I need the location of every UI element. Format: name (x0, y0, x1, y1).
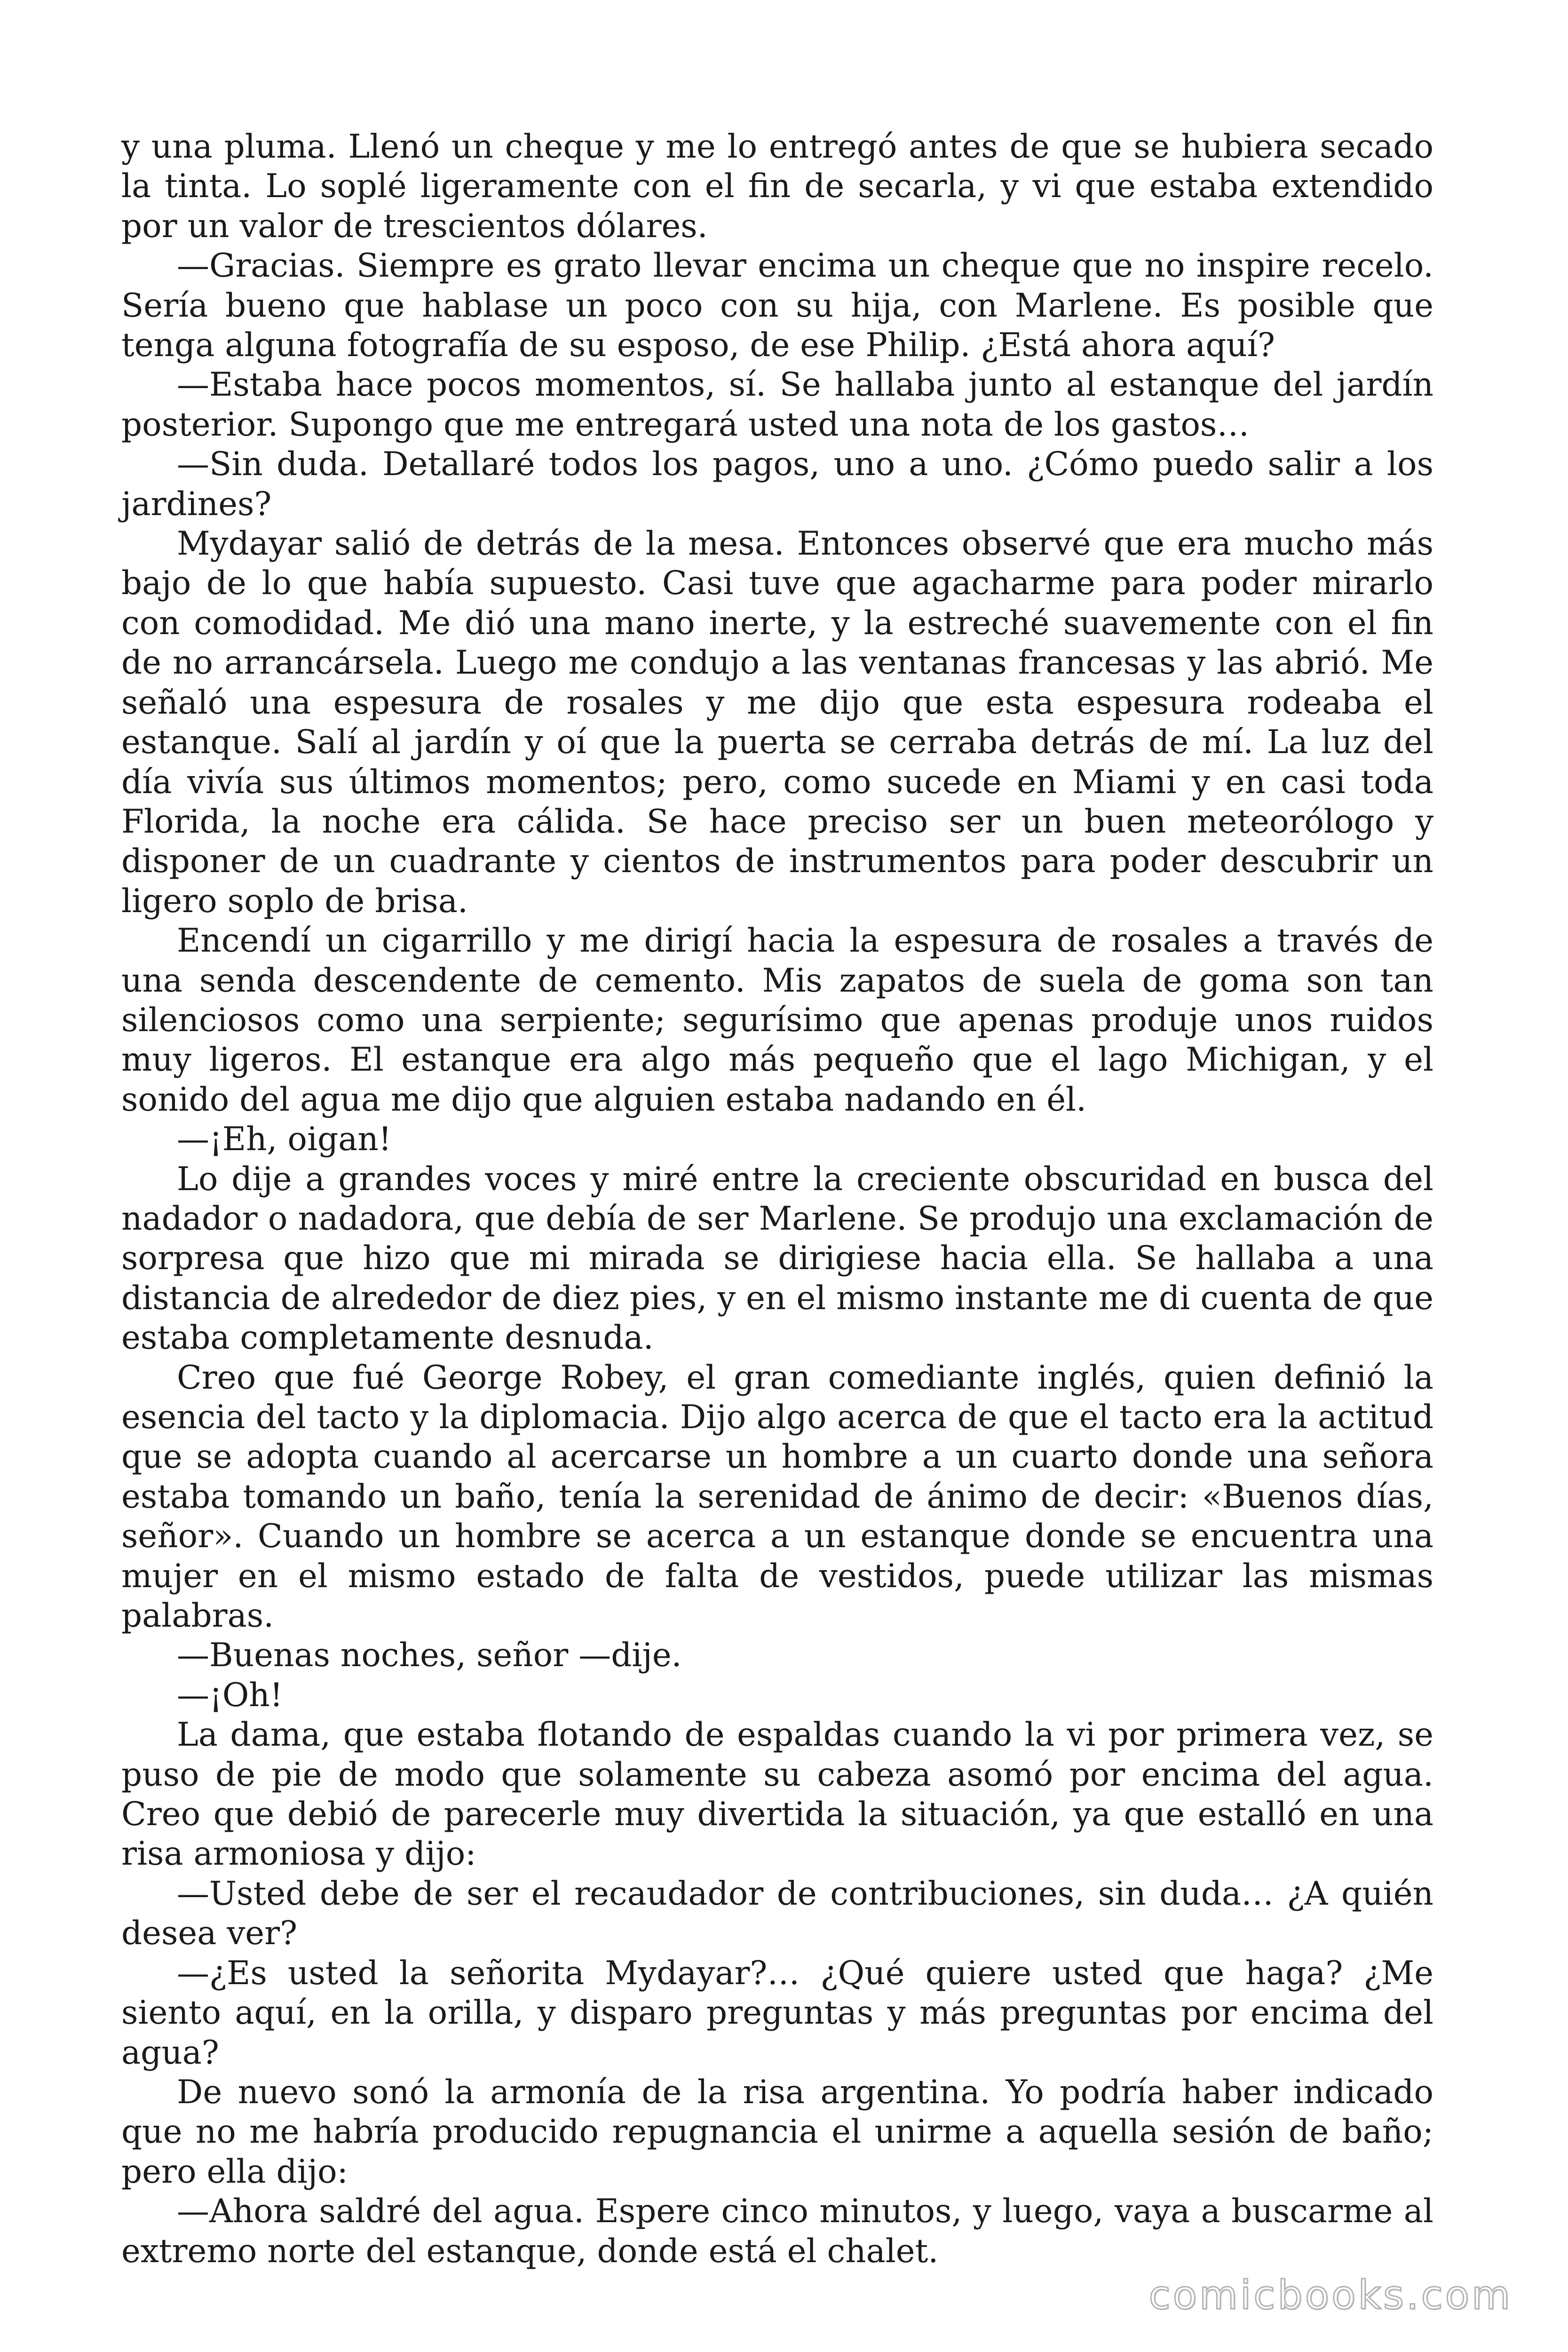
body-text (121, 127, 1433, 2271)
paragraph: —Gracias. Siempre es grato llevar encima un cheque que no inspire recelo. Sería bueno que hablase un poco con su hija, con Marlene. Es posible que tenga alguna fotografía de su esposo, de ese Philip. ¿Está ahora aquí? (121, 247, 1433, 365)
paragraph: —¡Oh! (177, 1676, 283, 1714)
paragraph: —Sin duda. Detallaré todos los pagos, uno a uno. ¿Cómo puedo salir a los jardines? (121, 445, 1433, 523)
paragraph: Creo que fué George Robey, el gran comediante inglés, quien definió la esencia del tacto y la diplomacia. Dijo algo acerca de que el tacto era la actitud que se adopta cuando al acercarse un hombre a un cuarto donde una señora estaba tomando un baño, tenía la serenidad de ánimo de decir: «Buenos días, señor». Cuando un hombre se acerca a un estanque donde se encuentra una mujer en el mismo estado de falta de vestidos, puede utilizar las mismas palabras. (121, 1359, 1433, 1635)
paragraph: Lo dije a grandes voces y miré entre la creciente obscuridad en busca del nadador o nadadora, que debía de ser Marlene. Se produjo una exclamación de sorpresa que hizo que mi mirada se dirigiese hacia ella. Se hallaba a una distancia de alrededor de diez pies, y en el mismo instante me di cuenta de que estaba completamente desnuda. (121, 1160, 1433, 1357)
paragraph: y una pluma. Llenó un cheque y me lo entregó antes de que se hubiera secado la tinta. Lo soplé ligeramente con el fin de secarla, y vi que estaba extendido por un valor de trescientos dólares. (121, 128, 1433, 245)
paragraph: —¡Eh, oigan! (177, 1120, 392, 1159)
paragraph: De nuevo sonó la armonía de la risa argentina. Yo podría haber indicado que no me habría producido repugnancia el unirme a aquella sesión de baño; pero ella dijo: (121, 2073, 1433, 2191)
paragraph: Encendí un cigarrillo y me dirigí hacia la espesura de rosales a través de una senda descendente de cemento. Mis zapatos de suela de goma son tan silenciosos como una serpiente; segurísimo que apenas produje unos ruidos muy ligeros. El estanque era algo más pequeño que el lago Michigan, y el sonido del agua me dijo que alguien estaba nadando en él. (121, 922, 1433, 1119)
paragraph: —¿Es usted la señorita Mydayar?… ¿Qué quiere usted que haga? ¿Me siento aquí, en la orilla, y disparo preguntas y más preguntas por encima del agua? (121, 1954, 1433, 2072)
paragraph: La dama, que estaba flotando de espaldas cuando la vi por primera vez, se puso de pie de modo que solamente su cabeza asomó por encima del agua. Creo que debió de parecerle muy divertida la situación, ya que estalló en una risa armoniosa y dijo: (121, 1716, 1433, 1873)
paragraph: —Usted debe de ser el recaudador de contribuciones, sin duda… ¿A quién desea ver? (121, 1875, 1433, 1953)
paragraph: —Ahora saldré del agua. Espere cinco minutos, y luego, vaya a buscarme al extremo norte del estanque, donde está el chalet. (121, 2193, 1433, 2270)
watermark: comicbooks.com (1148, 2272, 1513, 2318)
paragraph: Mydayar salió de detrás de la mesa. Entonces observé que era mucho más bajo de lo que había supuesto. Casi tuve que agacharme para poder mirarlo con comodidad. Me dió una mano inerte, y la estreché suavemente con el fin de no arrancársela. Luego me condujo a las ventanas francesas y las abrió. Me señaló una espesura de rosales y me dijo que esta espesura rodeaba el estanque. Salí al jardín y oí que la puerta se cerraba detrás de mí. La luz del día vivía sus últimos momentos; pero, como sucede en Miami y en casi toda Florida, la noche era cálida. Se hace preciso ser un buen meteorólogo y disponer de un cuadrante y cientos de instrumentos para poder descubrir un ligero soplo de brisa. (121, 525, 1433, 920)
paragraph: —Buenas noches, señor —dije. (177, 1637, 682, 1675)
paragraph: —Estaba hace pocos momentos, sí. Se hallaba junto al estanque del jardín posterior. Supongo que me entregará usted una nota de los gastos… (121, 366, 1433, 444)
